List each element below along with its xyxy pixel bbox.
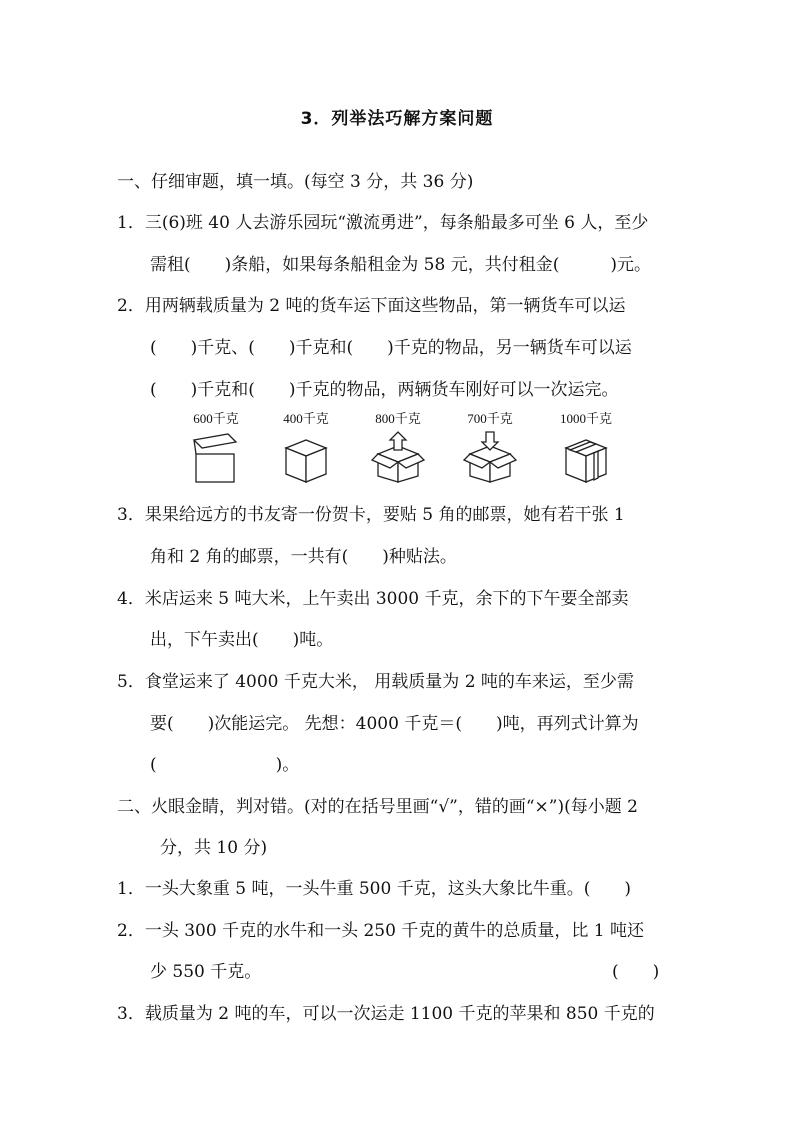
q5-line2: 要( )次能运完。 先想：4000 千克＝( )吨，再列式计算为 xyxy=(150,714,639,734)
q4-line1: 4．米店运来 5 吨大米，上午卖出 3000 千克，余下的下午要全部卖 xyxy=(117,589,629,609)
box-label: 400千克 xyxy=(283,411,329,426)
q2-line1: 2．用两辆载质量为 2 吨的货车运下面这些物品，第一辆货车可以运 xyxy=(117,296,626,316)
s2-q3-line1: 3．载质量为 2 吨的车，可以一次运走 1100 千克的苹果和 850 千克的 xyxy=(117,1004,655,1024)
box-arrow-down-icon xyxy=(462,430,518,484)
cargo-box-400 xyxy=(266,410,346,484)
section2-heading: 二、火眼金睛，判对错。(对的在括号里画“√”，错的画“×”)(每小题 2 xyxy=(117,797,638,817)
box-icon xyxy=(280,430,332,484)
taped-box-icon xyxy=(560,430,612,484)
page-title: 3．列举法巧解方案问题 xyxy=(300,109,494,129)
box-label: 600千克 xyxy=(193,411,239,426)
q2-line3: ( )千克和( )千克的物品，两辆货车刚好可以一次运完。 xyxy=(150,380,619,400)
q1-line1: 1．三(6)班 40 人去游乐园玩“激流勇进”，每条船最多可坐 6 人，至少 xyxy=(117,213,649,233)
s2-q2-line2: 少 550 千克。 xyxy=(150,962,262,982)
open-box-icon xyxy=(190,430,242,484)
section1-heading: 一、仔细审题，填一填。(每空 3 分，共 36 分) xyxy=(117,172,474,192)
q5-line1: 5．食堂运来了 4000 千克大米， 用载质量为 2 吨的车来运，至少需 xyxy=(117,672,634,692)
section2-heading-cont: 分，共 10 分) xyxy=(160,838,268,858)
q4-line2: 出，下午卖出( )吨。 xyxy=(150,630,334,650)
cargo-box-800 xyxy=(358,410,438,484)
box-label: 1000千克 xyxy=(559,411,612,426)
cargo-boxes xyxy=(176,410,636,490)
s2-q1: 1．一头大象重 5 吨，一头牛重 500 千克，这头大象比牛重。( ) xyxy=(117,879,631,899)
box-label: 700千克 xyxy=(467,411,513,426)
box-arrow-up-icon xyxy=(370,430,426,484)
s2-q2-line1: 2．一头 300 千克的水牛和一头 250 千克的黄牛的总质量，比 1 吨还 xyxy=(117,921,644,941)
q1-line2: 需租( )条船，如果每条船租金为 58 元，共付租金( )元。 xyxy=(150,255,651,275)
q5-line3: ( )。 xyxy=(150,755,300,775)
s2-q2-bracket: ( ) xyxy=(612,962,660,982)
cargo-box-700 xyxy=(450,410,530,484)
cargo-box-600 xyxy=(176,410,256,484)
q2-line2: ( )千克、( )千克和( )千克的物品，另一辆货车可以运 xyxy=(150,338,632,358)
cargo-box-1000 xyxy=(546,410,626,484)
box-label: 800千克 xyxy=(375,411,421,426)
q3-line1: 3．果果给远方的书友寄一份贺卡，要贴 5 角的邮票，她有若干张 1 xyxy=(117,505,625,525)
q3-line2: 角和 2 角的邮票，一共有( )种贴法。 xyxy=(150,547,457,567)
